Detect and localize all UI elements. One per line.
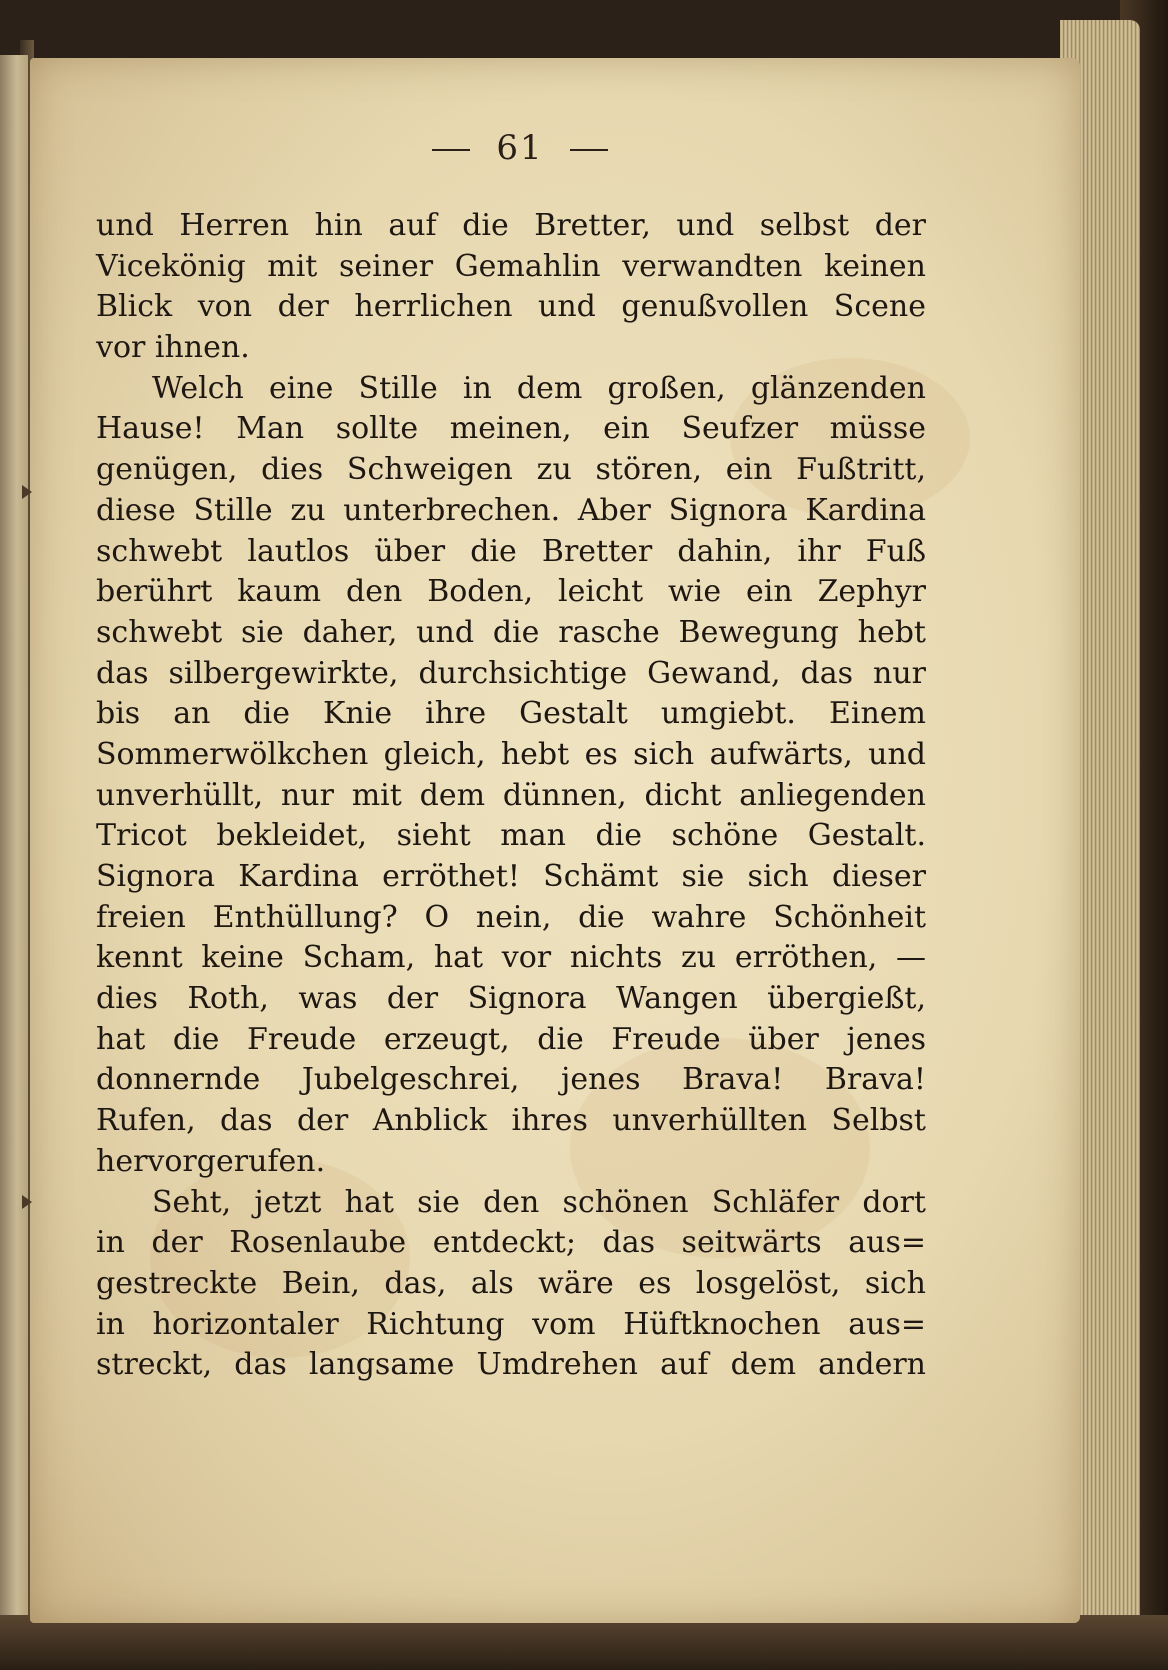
text-line: Seht, jetzt hat sie den schönen Schläfer dort — [152, 1184, 926, 1220]
text-line: Welch eine Stille in dem großen, glänzenden — [152, 370, 926, 406]
header-dash-left — [432, 149, 470, 151]
page-number: 61 — [496, 128, 544, 168]
text-line: streckt, das langsame Umdrehen auf dem andern — [96, 1347, 926, 1383]
text-line: Signora Kardina erröthet! Schämt sie sich dieser — [96, 859, 926, 894]
page-header — [360, 128, 680, 168]
text-line: und Herren hin auf die Bretter, und selbst der — [96, 208, 926, 243]
text-line: das silbergewirkte, durchsichtige Gewand, das nur — [96, 655, 926, 691]
text-line: Rufen, das der Anblick ihres unverhüllten Selbst — [96, 1103, 926, 1139]
text-line: hervorgerufen. — [96, 1143, 326, 1179]
facing-page-edge — [0, 55, 28, 1620]
text-line: Vicekönig mit seiner Gemahlin verwandten keinen — [96, 248, 926, 284]
header-dash-right — [570, 149, 608, 151]
text-line: genügen, dies Schweigen zu stören, ein Fußtritt, — [96, 452, 926, 488]
text-line: Blick von der herrlichen und genußvollen Scene — [96, 289, 926, 325]
text-line: in horizontaler Richtung vom Hüftknochen aus= — [96, 1306, 926, 1342]
text-line: hat die Freude erzeugt, die Freude über jenes — [96, 1021, 926, 1057]
text-line: diese Stille zu unterbrechen. Aber Signora Kardina — [96, 492, 926, 528]
margin-mark — [22, 1195, 32, 1209]
text-line: gestreckte Bein, das, als wäre es losgelöst, sich — [96, 1265, 926, 1301]
text-line: berührt kaum den Boden, leicht wie ein Zephyr — [96, 574, 926, 610]
text-line: unverhüllt, nur mit dem dünnen, dicht anliegenden — [96, 777, 926, 813]
text-line: bis an die Knie ihre Gestalt umgiebt. Einem — [96, 696, 926, 732]
text-line: dies Roth, was der Signora Wangen übergießt, — [96, 981, 926, 1017]
text-line: Tricot bekleidet, sieht man die schöne Gestalt. — [96, 818, 926, 854]
text-line: kennt keine Scham, hat vor nichts zu erröthen, — — [96, 940, 926, 976]
text-line: Sommerwölkchen gleich, hebt es sich aufwärts, und — [96, 736, 926, 772]
page-text — [96, 206, 926, 1386]
book-bottom-edge — [0, 1615, 1168, 1670]
text-line: schwebt lautlos über die Bretter dahin, ihr Fuß — [96, 533, 926, 569]
text-line: vor ihnen. — [96, 330, 250, 366]
text-line: donnernde Jubelgeschrei, jenes Brava! Brava! — [96, 1062, 926, 1098]
text-line: Hause! Man sollte meinen, ein Seufzer müsse — [96, 411, 926, 447]
margin-mark — [22, 485, 32, 499]
text-line: schwebt sie daher, und die rasche Bewegung hebt — [96, 614, 926, 650]
text-line: in der Rosenlaube entdeckt; das seitwärts aus= — [96, 1225, 926, 1261]
text-line: freien Enthüllung? O nein, die wahre Schönheit — [96, 899, 926, 935]
